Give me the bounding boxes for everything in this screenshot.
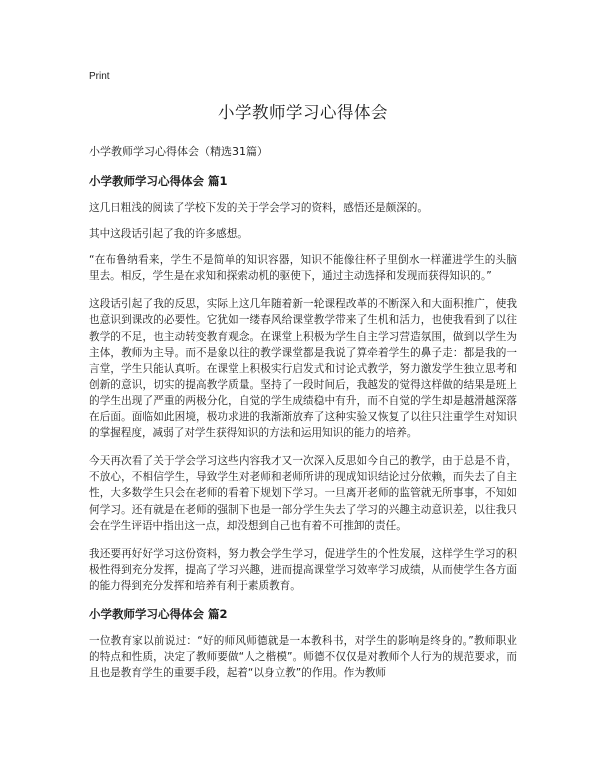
- paragraph: 这段话引起了我的反思，实际上这几年随着新一轮课程改革的不断深入和大面积推广，使我也意识到课改的必要性。它犹如一缕春风给课堂教学带来了生机和活力，也使我看到了以往教学的不足，也主动转变教育观念。在课堂上积极为学生自主学习营造氛围，做到以学生为主体，教师为主导。而不是象以往的教学课堂都是我说了算牵着学生的鼻子走：都是我的一言堂，学生只能认真听。在课堂上积极实行启发式和讨论式教学，努力激发学生独立思考和创新的意识，切实的提高教学质量。坚持了一段时间后，我越发的觉得这样做的结果是班上的学生出现了严重的两极分化，自觉的学生成绩稳中有升，而不自觉的学生却是越滑越深落在后面。面临如此困境，极功求进的我渐渐放弃了这种实验又恢复了以往只注重学生对知识的掌握程度，减弱了对学生获得知识的方法和运用知识的能力的培养。: [89, 298, 517, 440]
- paragraph: 我还要再好好学习这份资料，努力教会学生学习，促进学生的个性发展，这样学生学习的积极性得到充分发挥，提高了学习兴趣，进而提高课堂学习效率学习成绩，从而使学生各方面的能力得到充分发挥和培养有利于素质教育。: [89, 547, 517, 592]
- section-heading: 小学教师学习心得体会 篇2: [89, 606, 228, 621]
- document-page: [89, 70, 517, 693]
- quote-paragraph: “在布鲁纳看来，学生不是简单的知识容器，知识不能像往杯子里倒水一样灌进学生的头脑里去。相反，学生是在求知和探索动机的驱使下，通过主动选择和发现而获得知识的。”: [89, 254, 517, 283]
- paragraph: 今天再次看了关于学会学习这些内容我才又一次深入反思如今自己的教学，由于总是不肯，不放心，不相信学生，导致学生对老师和老师所讲的现成知识结论过分依赖，而失去了自主性，大多数学生只会在老师的看着下规划下学习。一旦离开老师的监管就无所事事，不知如何学习。还有就是在老师的强制下也是一部分学生失去了学习的兴趣主动意识差，以往我只会在学生评语中指出这一点，却没想到自己也有着不可推卸的责任。: [89, 455, 517, 532]
- paragraph: 一位教育家以前说过：“好的师风师德就是一本教科书，对学生的影响是终身的。”教师职业的特点和性质，决定了教师要做“人之楷模”。师德不仅仅是对教师个人行为的规范要求，而且也是教育学生的重要手段，起着“以身立教”的作用。作为教师: [89, 634, 517, 680]
- section-1: [89, 173, 517, 594]
- print-link[interactable]: Print: [89, 71, 110, 82]
- paragraph: 这几日粗浅的阅读了学校下发的关于学会学习的资料，感悟还是颇深的。: [89, 202, 428, 214]
- paragraph: 其中这段话引起了我的许多感想。: [89, 228, 248, 241]
- section-2: [89, 606, 517, 681]
- document-subtitle: 小学教师学习心得体会（精选31篇）: [89, 145, 268, 158]
- section-heading: 小学教师学习心得体会 篇1: [89, 174, 228, 188]
- document-title: 小学教师学习心得体会: [218, 103, 388, 122]
